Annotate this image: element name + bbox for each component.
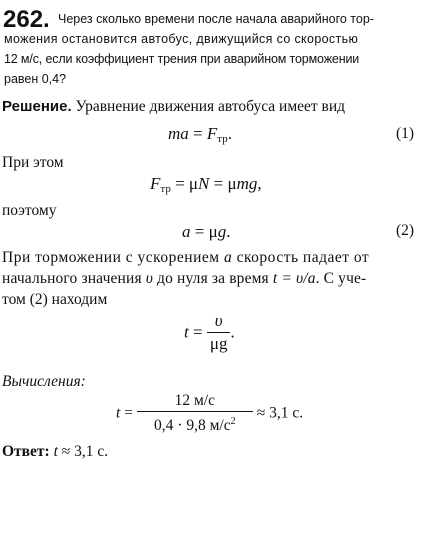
calc-fraction: $\frac{12 м/с}{0,4 \cdot 9,8 м/с^2}$	[137, 392, 253, 435]
problem-text-line-3: 12 м/с, если коэффициент трения при аварийном торможении	[4, 52, 360, 66]
equation-2-number: (2)	[396, 222, 415, 239]
problem-number: 262.	[3, 6, 50, 33]
problem-text-line-1: Через сколько времени после начала аварийного тор-	[58, 12, 374, 26]
problem-text-line-4: равен 0,4?	[4, 72, 67, 86]
paragraph-line-1: При торможении с ускорением a скорость падает от	[2, 249, 370, 266]
pri-etom-text: При этом	[2, 154, 64, 171]
paragraph-line-2: начального значения υ до нуля за время t = υ/a. С уче-	[2, 270, 367, 287]
equation-friction: $F_{тр} = \mu N = \mu mg$,	[150, 174, 262, 195]
equation-3: t = $\frac{\upsilon}{\mu g}$ .	[184, 311, 235, 353]
solution-label: Решение.	[2, 98, 72, 115]
poetomu-text: поэтому	[2, 202, 57, 219]
solution-intro-text: Уравнение движения автобуса имеет вид	[71, 98, 346, 115]
answer-label: Ответ:	[2, 443, 50, 460]
equation-1-number: (1)	[396, 125, 415, 142]
calc-formula: t = $\frac{12 м/с}{0,4 \cdot 9,8 м/с^2}$ ≈ 3,1 с.	[116, 392, 304, 435]
equation-2: a = μg.	[182, 222, 231, 241]
paragraph-line-3: том (2) находим	[2, 291, 108, 308]
solution-intro	[2, 96, 345, 117]
equation-1: ma = $F_{тр}$.	[168, 124, 232, 145]
answer: Ответ: t ≈ 3,1 с.	[2, 443, 109, 460]
problem-text-line-2: можения остановится автобус, движущийся со скоростью	[4, 32, 359, 46]
equation-3-fraction: $\frac{\upsilon}{\mu g}$	[207, 311, 231, 354]
calc-label: Вычисления:	[2, 373, 86, 390]
